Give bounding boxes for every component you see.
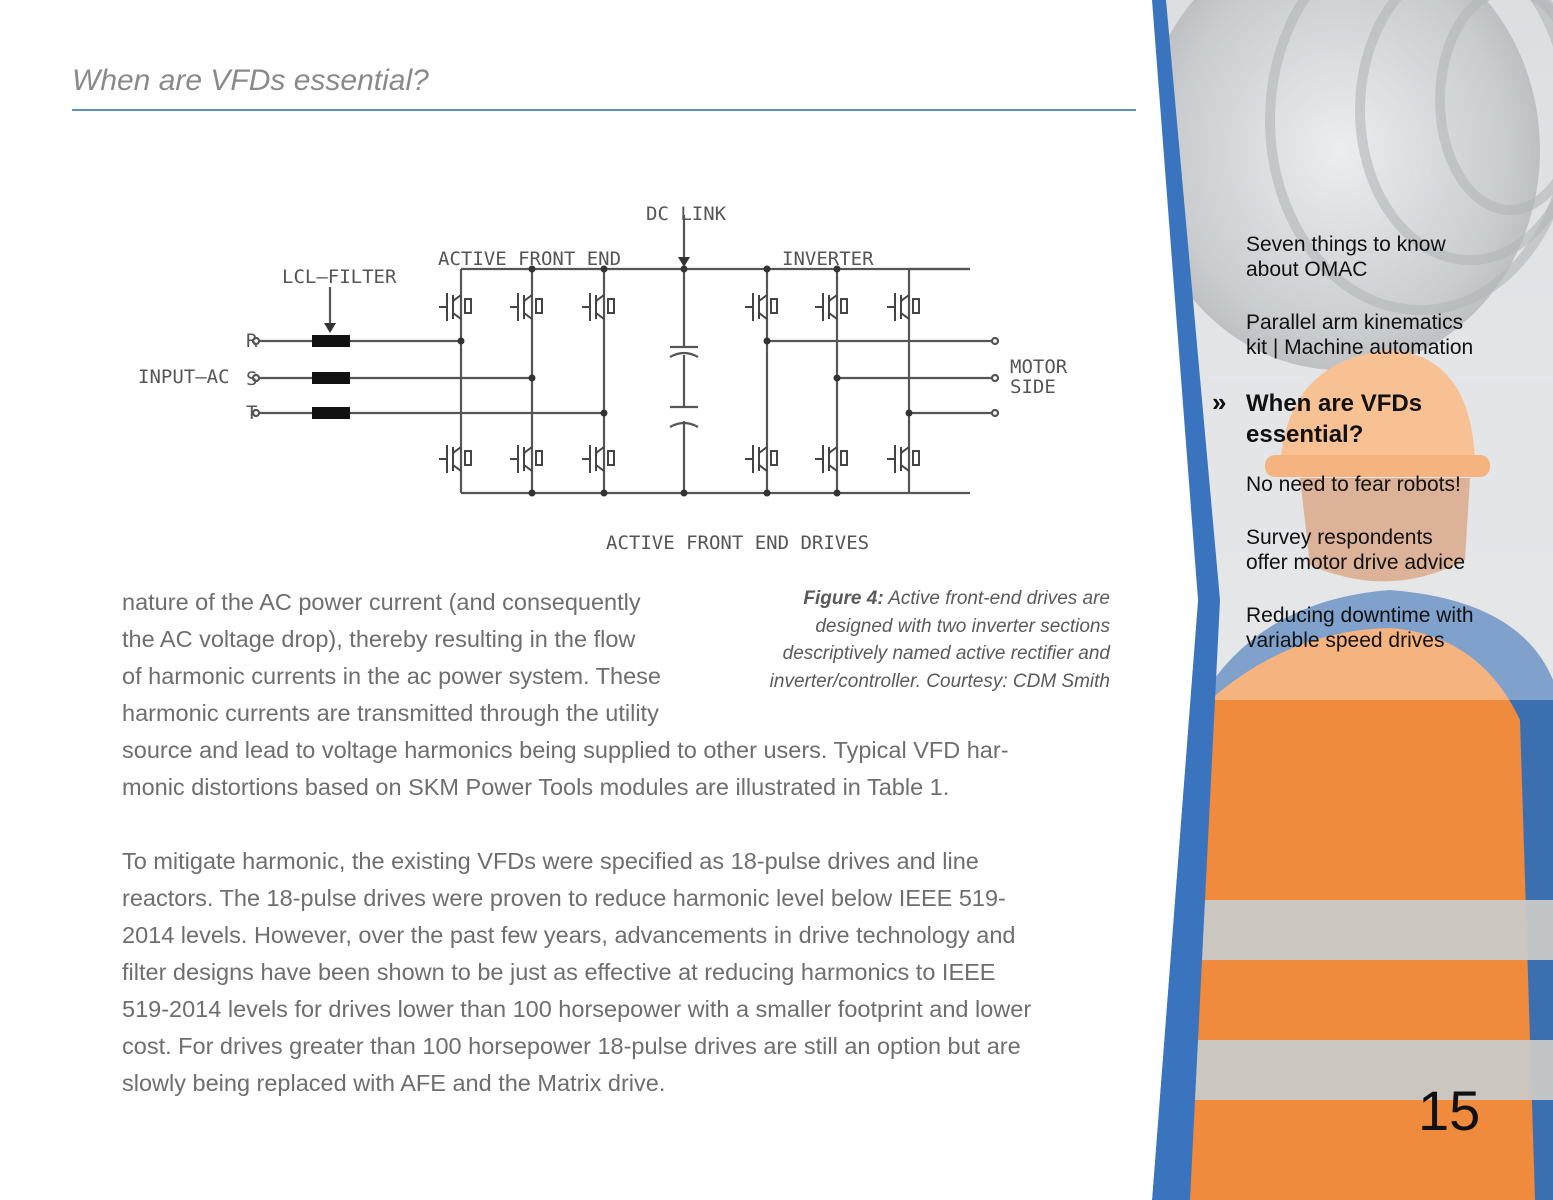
- nav-item-label: about OMAC: [1246, 258, 1368, 281]
- text-line: slowly being replaced with AFE and the Matrix drive.: [122, 1070, 666, 1096]
- nav-item-omac[interactable]: [1246, 232, 1546, 282]
- nav-item-parallel-arm[interactable]: [1246, 310, 1546, 360]
- caption-line: inverter/controller. Courtesy: CDM Smith: [769, 670, 1110, 692]
- text-line: nature of the AC power current (and consequently: [122, 589, 641, 615]
- figure-caption: [740, 585, 1110, 695]
- label-motor: MOTOR: [1010, 356, 1068, 378]
- figure-label: Figure 4:: [803, 588, 884, 609]
- text-line: source and lead to voltage harmonics being supplied to other users. Typical VFD har-: [122, 737, 1009, 763]
- nav-item-survey[interactable]: [1246, 525, 1546, 575]
- text-line: reactors. The 18-pulse drives were proven to reduce harmonic level below IEEE 519-: [122, 885, 1006, 911]
- nav-item-downtime[interactable]: [1246, 603, 1546, 653]
- nav-item-label: Survey respondents: [1246, 526, 1433, 549]
- circuit-diagram-svg: [130, 195, 1090, 565]
- text-line: 519-2014 levels for drives lower than 100 horsepower with a smaller footprint and lower: [122, 996, 1032, 1022]
- caption-line: Active front-end drives are: [888, 588, 1110, 609]
- label-lcl-filter: LCL–FILTER: [282, 266, 397, 288]
- text-line: filter designs have been shown to be just as effective at reducing harmonics to IEEE: [122, 959, 996, 985]
- body-paragraph-2: [122, 843, 1122, 1102]
- label-active-front-end: ACTIVE FRONT END: [438, 248, 622, 270]
- text-line: harmonic currents are transmitted through the utility: [122, 700, 659, 726]
- nav-item-label: When are VFDs: [1246, 390, 1423, 417]
- page-number: 15: [1418, 1079, 1481, 1142]
- caption-line: designed with two inverter sections: [815, 615, 1110, 637]
- circuit-diagram: [130, 195, 1090, 565]
- nav-item-label: Reducing downtime with: [1246, 604, 1474, 627]
- nav-item-label: variable speed drives: [1246, 629, 1445, 652]
- text-line: To mitigate harmonic, the existing VFDs were specified as 18-pulse drives and line: [122, 848, 979, 874]
- header-rule: [72, 109, 1136, 111]
- double-chevron-right-icon: »: [1212, 387, 1227, 417]
- text-line: monic distortions based on SKM Power Tools modules are illustrated in Table 1.: [122, 774, 950, 800]
- label-phase-t: T: [246, 402, 258, 424]
- nav-item-label: No need to fear robots!: [1246, 473, 1461, 496]
- nav-item-label: offer motor drive advice: [1246, 551, 1466, 574]
- page-header-title: When are VFDs essential?: [72, 64, 429, 97]
- text-line: the AC voltage drop), thereby resulting in the flow: [122, 626, 636, 652]
- label-phase-r: R: [246, 330, 258, 352]
- label-diagram-title: ACTIVE FRONT END DRIVES: [606, 532, 870, 554]
- label-side: SIDE: [1010, 376, 1056, 398]
- article-nav: [1212, 232, 1546, 681]
- label-phase-s: S: [246, 368, 258, 390]
- nav-item-label: essential?: [1246, 421, 1364, 448]
- nav-item-label: Seven things to know: [1246, 233, 1446, 256]
- label-input-ac: INPUT–AC: [138, 366, 230, 388]
- nav-item-label: kit | Machine automation: [1246, 336, 1474, 359]
- text-line: of harmonic currents in the ac power system. These: [122, 663, 661, 689]
- nav-item-vfds-active[interactable]: [1212, 387, 1546, 450]
- caption-line: descriptively named active rectifier and: [782, 643, 1110, 664]
- text-line: cost. For drives greater than 100 horsepower 18-pulse drives are still an option but are: [122, 1033, 1021, 1059]
- nav-item-label: Parallel arm kinematics: [1246, 311, 1464, 334]
- label-dc-link: DC LINK: [646, 203, 727, 225]
- label-inverter: INVERTER: [782, 248, 874, 270]
- text-line: 2014 levels. However, over the past few years, advancements in drive technology and: [122, 922, 1016, 948]
- nav-item-robots[interactable]: [1246, 472, 1546, 497]
